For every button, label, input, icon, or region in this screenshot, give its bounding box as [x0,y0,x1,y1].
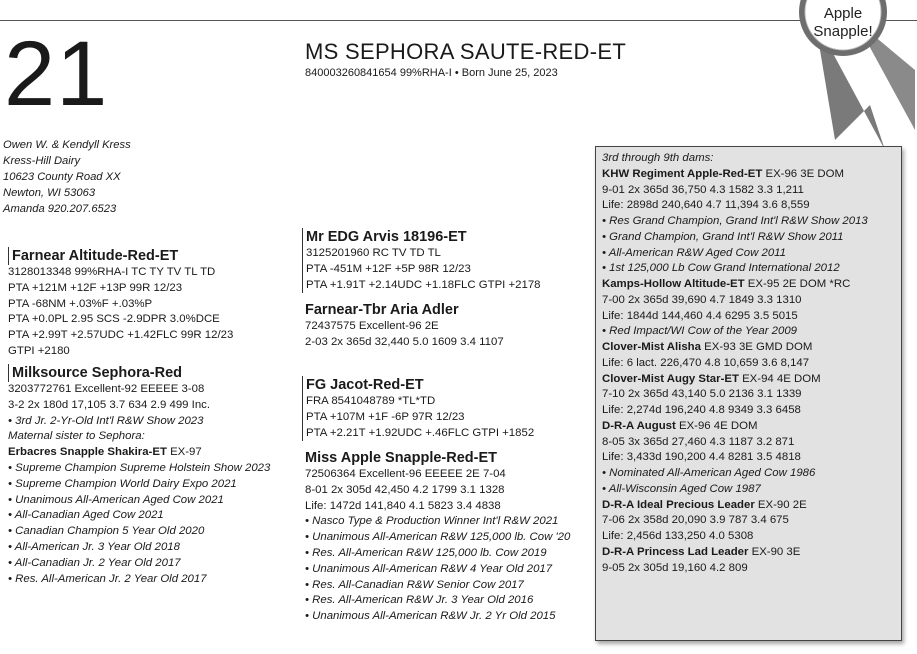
dam-entry-line: Life: 1844d 144,460 4.4 6295 3.5 5015 [602,309,798,322]
sire-sire-line: PTA +1.91T +2.14UDC +1.18FLC GTPI +2178 [306,278,541,291]
sire-dam-block [305,301,504,351]
sire-line: GTPI +2180 [8,344,70,357]
sister-honor: • Unanimous All-American Aged Cow 2021 [8,493,224,506]
dams-box [595,146,902,641]
sire-line: 3128013348 99%RHA-I TC TY TV TL TD [8,266,216,278]
sire-sire-name: Mr EDG Arvis 18196-ET [306,229,467,245]
dam-entry-line: 8-05 3x 365d 27,460 4.3 1187 3.2 871 [602,435,795,448]
dam-dam-block [305,449,570,625]
dam-entry-honor: • Red Impact/WI Cow of the Year 2009 [602,325,797,338]
sister-honor: • All-Canadian Jr. 2 Year Old 2017 [8,556,181,569]
dam-honor: • 3rd Jr. 2-Yr-Old Int'l R&W Show 2023 [8,414,204,427]
dam-entry-line: 9-01 2x 365d 36,750 4.3 1582 3.3 1,211 [602,183,804,196]
sire-dam-name: Farnear-Tbr Aria Adler [305,302,459,318]
dam-entry-name: Kamps-Hollow Altitude-ET [602,278,745,290]
dam-entry-name: Clover-Mist Augy Star-ET [602,372,739,385]
dam-entry-score: EX-90 3E [748,545,801,558]
sister-honor: • Supreme Champion Supreme Holstein Show 2023 [8,461,271,474]
dam-entry-line: Life: 6 lact. 226,470 4.8 10,659 3.6 8,147 [602,356,810,369]
dam-entry-honor: • All-American R&W Aged Cow 2011 [602,246,786,259]
owner-info [3,137,131,217]
sire-dam-line: 2-03 2x 365d 32,440 5.0 1609 3.4 1107 [305,335,504,348]
header-rule [0,20,917,21]
dam-sire-line: FRA 8541048789 *TL*TD [306,395,436,407]
sister-name: Erbacres Snapple Shakira-ET [8,446,167,459]
sire-block [8,247,233,360]
sire-name: Farnear Altitude-Red-ET [8,247,233,265]
sister-honor: • Canadian Champion 5 Year Old 2020 [8,525,205,538]
dam-dam-line: 8-01 2x 305d 42,450 4.2 1799 3.1 1328 [305,483,505,496]
dam-dam-honor: • Nasco Type & Production Winner Int'l R&W 2021 [305,515,559,528]
dam-entry-score: EX-93 3E GMD DOM [700,341,813,353]
sire-sire-block [302,228,541,293]
dam-entry-score: EX-96 4E DOM [675,419,758,432]
dam-dam-honor: • Unanimous All-American R&W 4 Year Old 2017 [305,562,553,575]
dam-entry-line: 7-06 2x 358d 20,090 3.9 787 3.4 675 [602,514,789,527]
dam-dam-honor: • Res. All-American R&W Jr. 3 Year Old 2016 [305,594,534,607]
cow-name: MS SEPHORA SAUTE-RED-ET [305,39,627,64]
dam-entry-honor: • Res Grand Champion, Grand Int'l R&W Show 2013 [602,215,868,227]
sister-honor: • All-Canadian Aged Cow 2021 [8,509,164,522]
dam-entry-score: EX-96 3E DOM [762,167,844,180]
dam-entry-line: 7-00 2x 365d 39,690 4.7 1849 3.3 1310 [602,293,802,306]
badge-line2: Snapple! [813,23,873,40]
sister-honor: • Supreme Champion World Dairy Expo 2021 [8,477,237,490]
dam-entry-line: Life: 2,456d 133,250 4.0 5308 [602,530,754,542]
dam-block [8,364,270,587]
dam-entry-line: 9-05 2x 305d 19,160 4.2 809 [602,561,748,574]
dam-name: Milksource Sephora-Red [8,364,270,382]
sire-line: PTA +2.99T +2.57UDC +1.42FLC 99R 12/23 [8,329,234,342]
dam-entry-name: KHW Regiment Apple-Red-ET [602,167,763,180]
lot-number: 21 [4,23,109,125]
sire-dam-line: 72437575 Excellent-96 2E [305,320,439,332]
dam-entry-name: D-R-A Princess Lad Leader [602,545,749,558]
dam-dam-honor: • Unanimous All-American R&W Jr. 2 Yr Old 2015 [305,610,556,623]
dam-entry-name: Clover-Mist Alisha [602,341,701,353]
dam-entry-honor: • All-Wisconsin Aged Cow 1987 [602,482,761,495]
dam-sire-name: FG Jacot-Red-ET [306,377,424,393]
sire-sire-line: PTA -451M +12F +5P 98R 12/23 [306,262,471,275]
badge-line1: Apple [823,5,863,22]
sister-honor: • All-American Jr. 3 Year Old 2018 [8,540,180,553]
owner-line: Owen W. & Kendyll Kress [3,139,131,151]
dam-dam-name: Miss Apple Snapple-Red-ET [305,450,498,466]
dam-sire-block [302,376,534,441]
dam-line: 3203772761 Excellent-92 EEEEE 3-08 [8,383,205,395]
sister-honor: • Res. All-American Jr. 2 Year Old 2017 [8,572,207,585]
dam-entry-name: D-R-A August [602,419,676,432]
dam-entry-line: Life: 2898d 240,640 4.7 11,394 3.6 8,559 [602,199,810,212]
dam-entry-score: EX-94 4E DOM [738,372,821,385]
sire-line: PTA +0.0PL 2.95 SCS -2.9DPR 3.0%DCE [8,313,220,326]
dam-entry-line: 7-10 2x 365d 43,140 5.0 2136 3.1 1339 [602,388,802,401]
ribbon-badge-icon [795,0,915,150]
owner-line: Kress-Hill Dairy [3,155,81,167]
sire-line: PTA +121M +12F +13P 99R 12/23 [8,281,183,294]
dam-line: 3-2 2x 180d 17,105 3.7 634 2.9 499 Inc. [8,398,211,411]
dam-entry-score: EX-95 2E DOM *RC [744,278,851,290]
sire-sire-line: 3125201960 RC TV TD TL [306,247,441,259]
sister-score: EX-97 [166,446,202,459]
dam-entry-honor: • Grand Champion, Grand Int'l R&W Show 2011 [602,230,844,243]
owner-line: Amanda 920.207.6523 [3,203,117,215]
dam-sire-line: PTA +107M +1F -6P 97R 12/23 [306,410,465,423]
dam-note: Maternal sister to Sephora: [8,430,145,443]
dam-sire-line: PTA +2.21T +1.92UDC +.46FLC GTPI +1852 [306,426,535,439]
dam-dam-honor: • Unanimous All-American R&W 125,000 lb. Cow '20 [305,531,571,544]
dam-entry-line: Life: 2,274d 196,240 4.8 9349 3.3 6458 [602,404,801,416]
cow-id-line: 840003260841654 99%RHA-I • Born June 25, 2023 [305,67,558,79]
dam-dam-honor: • Res. All-American R&W 125,000 lb. Cow 2019 [305,546,547,559]
dam-entry-honor: • 1st 125,000 Lb Cow Grand International 2012 [602,262,840,275]
dam-dam-line: 72506364 Excellent-96 EEEEE 2E 7-04 [305,468,506,480]
dam-entry-name: D-R-A Ideal Precious Leader [602,498,755,511]
owner-line: 10623 County Road XX [3,171,121,183]
dam-dam-line: Life: 1472d 141,840 4.1 5823 3.4 4838 [305,499,501,512]
dam-entry-line: Life: 3,433d 190,200 4.4 8281 3.5 4818 [602,451,801,464]
dam-entry-score: EX-90 2E [754,498,807,511]
dams-heading: 3rd through 9th dams: [602,152,714,164]
owner-line: Newton, WI 53063 [3,187,96,199]
dam-entry-honor: • Nominated All-American Aged Cow 1986 [602,467,816,479]
dam-dam-honor: • Res. All-Canadian R&W Senior Cow 2017 [305,578,524,591]
sire-line: PTA -68NM +.03%F +.03%P [8,297,153,310]
